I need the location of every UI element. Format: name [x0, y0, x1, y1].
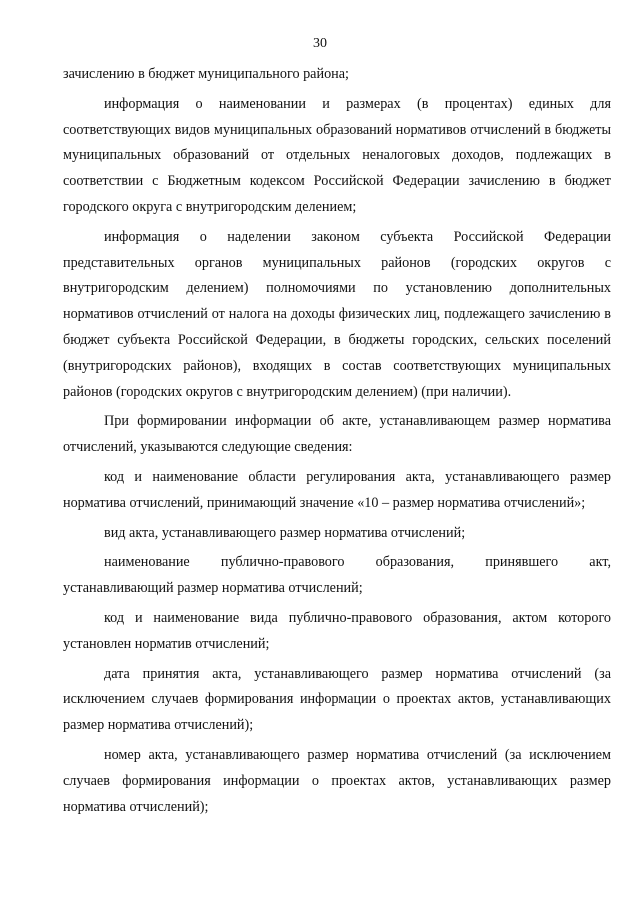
paragraph-continuation: зачислению в бюджет муниципального района; [63, 66, 349, 82]
document-body [63, 62, 611, 820]
paragraph-act-date: дата принятия акта, устанавливающего размер норматива отчислений (за исключением случаев формирования информации о проектах актов, устанавливающих размер норматива отчислений); [63, 665, 611, 734]
paragraph-entity-type-code: код и наименование вида публично-правового образования, актом которого установлен норматив отчислений; [63, 609, 611, 652]
paragraph-act-number: номер акта, устанавливающего размер норматива отчислений (за исключением случаев формирования информации о проектах актов, устанавливающих размер норматива отчислений); [63, 746, 611, 815]
paragraph-unified-norms-info: информация о наименовании и размерах (в процентах) единых для соответствующих видов муниципальных образований нормативов отчислений в бюджеты муниципальных образований от отдельных неналоговых доходов, подлежащих в соответствии с Бюджетным кодексом Российской Федерации зачислению в бюджет городского округа с внутригородским делением; [63, 95, 611, 215]
page-number: 30 [313, 36, 327, 51]
paragraph-additional-norms-info: информация о наделении законом субъекта Российской Федерации представительных органов муниципальных районов (городских округов с внутригородским делением) полномочиями по установлению дополнительных нормативов отчислений от налога на доходы физических лиц, подлежащего зачислению в бюджет субъекта Российской Федерации, в бюджеты городских, сельских поселений (внутригородских районов), входящих в состав соответствующих муниципальных районов (городских округов с внутригородским делением) (при наличии). [63, 228, 611, 400]
paragraph-act-info-intro: При формировании информации об акте, устанавливающем размер норматива отчислений, указываются следующие сведения: [63, 413, 611, 456]
paragraph-entity-name: наименование публично-правового образования, принявшего акт, устанавливающий размер норматива отчислений; [63, 554, 611, 597]
paragraph-regulation-area-code: код и наименование области регулирования акта, устанавливающего размер норматива отчислений, принимающий значение «10 – размер норматива отчислений»; [63, 468, 611, 511]
paragraph-act-type: вид акта, устанавливающего размер норматива отчислений; [104, 524, 466, 541]
